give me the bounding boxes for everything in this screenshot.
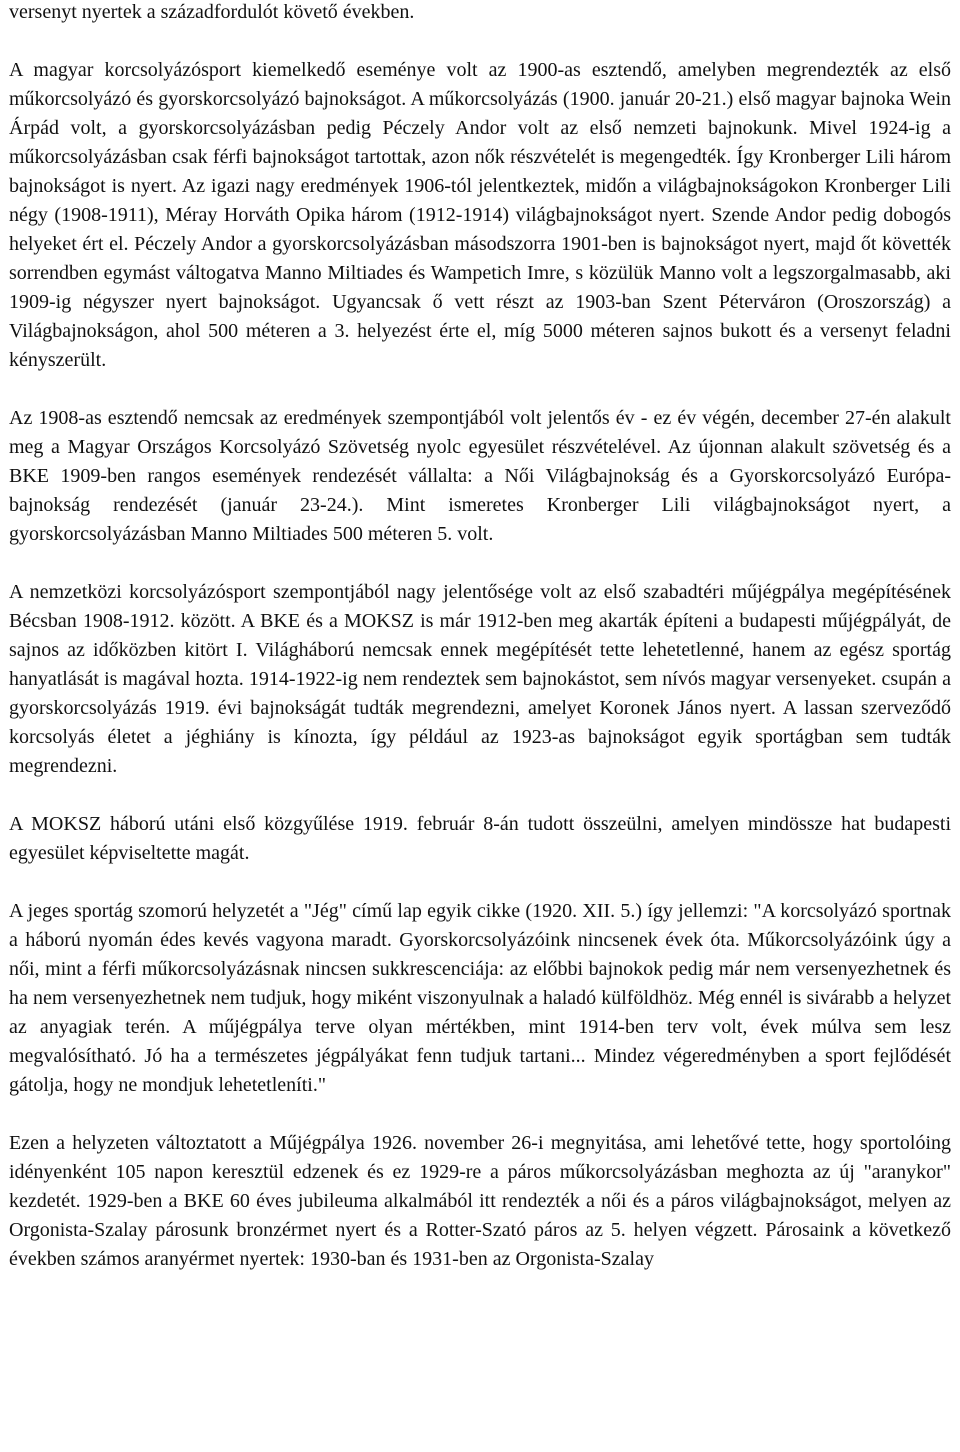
paragraph-artificial-rink: A nemzetközi korcsolyázósport szempontjából nagy jelentősége volt az első szabadtéri műjégpálya megépítésének Bécsban 1908-1912. között. A BKE és a MOKSZ is már 1912-ben meg akarták építeni a budapesti műjégpályát, de sajnos az időközben kitört I. Világháború nemcsak ennek megépítését tette lehetetlenné, hanem az egész sportág hanyatlását is magával hozta. 1914-1922-ig nem rendeztek sem bajnokástot, sem nívós magyar versenyeket. csupán a gyorskorcsolyázás 1919. évi bajnokságát tudták megrendezni, amelyet Koronek János nyert. A lassan szerveződő korcsolyás életet a jéghiány is kínozta, így például az 1923-as bajnokságot egyik sportágban sem tudták megrendezni.: [9, 581, 951, 777]
paragraph-jeg-article-quote: A jeges sportág szomorú helyzetét a "Jég" című lap egyik cikke (1920. XII. 5.) így jellemzi: "A korcsolyázó sportnak a háború nyomán édes kevés vagyona maradt. Gyorskorcsolyázóink nincsenek évek óta. Műkorcsolyázóink úgy a női, mint a férfi műkorcsolyázásnak nincsen sukkrescenciája: az előbbi bajnokok pedig már nem versenyezhetnek és ha nem versenyezhetnek nem tudjuk, hogy miként viszonyulnak a haladó külföldhöz. Még ennél is sivárabb a helyzet az anyagiak terén. A műjégpálya terve olyan mértékben, mint 1914-ben terv volt, évek múlva sem lesz megvalósítható. Jó ha a természetes jégpályákat fenn tudjuk tartani... Mindez végeredményben a sport fejlődését gátolja, hogy ne mondjuk lehetetleníti.": [9, 900, 951, 1096]
paragraph-1926-rink-opening: Ezen a helyzeten változtatott a Műjégpálya 1926. november 26-i megnyitása, ami lehetővé tette, hogy sportolóing idényenként 105 napon keresztül edzenek és ez 1929-re a páros műkorcsolyázásban meghozta az új "aranykor" kezdetét. 1929-ben a BKE 60 éves jubileuma alkalmából itt rendezték a női és a páros világbajnokságot, melyen az Orgonista-Szalay párosunk bronzérmet nyert és a Rotter-Szató páros az 5. helyen végzett. Párosaink a következő években számos aranyérmet nyertek: 1930-ban és 1931-ben az Orgonista-Szalay: [9, 1132, 951, 1270]
document-page: [9, 0, 951, 1274]
paragraph-moksz-assembly: A MOKSZ háború utáni első közgyűlése 1919. február 8-án tudott összeülni, amelyen mindössze hat budapesti egyesület képviseltette magát.: [9, 813, 951, 864]
paragraph-1908-federation: Az 1908-as esztendő nemcsak az eredmények szempontjából volt jelentős év - ez év végén, december 27-én alakult meg a Magyar Országos Korcsolyázó Szövetség nyolc egyesület részvételével. Az újonnan alakult szövetség és a BKE 1909-ben rangos események rendezését vállalta: a Női Világbajnokság és a Gyorskorcsolyázó Európa-bajnokság rendezését (január 23-24.). Mint ismeretes Kronberger Lili világbajnokságot nyert, a gyorskorcsolyázásban Manno Miltiades 500 méteren 5. volt.: [9, 407, 951, 545]
paragraph-first-championships: A magyar korcsolyázósport kiemelkedő eseménye volt az 1900-as esztendő, amelyben megrendezték az első műkorcsolyázó és gyorskorcsolyázó bajnokságot. A műkorcsolyázás (1900. január 20-21.) első magyar bajnoka Wein Árpád volt, a gyorskorcsolyázásban pedig Péczely Andor volt az első nemzeti bajnokunk. Mivel 1924-ig a műkorcsolyázásban csak férfi bajnokságot tartottak, azon nők részvételét is megengedték. Így Kronberger Lili három bajnokságot is nyert. Az igazi nagy eredmények 1906-tól jelentkeztek, midőn a világbajnokságokon Kronberger Lili négy (1908-1911), Méray Horváth Opika három (1912-1914) világbajnokságot nyert. Szende Andor pedig dobogós helyeket ért el. Péczely Andor a gyorskorcsolyázásban másodszorra 1901-ben is bajnokságot nyert, majd őt követték sorrendben egymást váltogatva Manno Miltiades és Wampetich Imre, s közülük Manno volt a legszorgalmasabb, aki 1909-ig négyszer nyert bajnokságot. Ugyancsak ő vett részt az 1903-ban Szent Péterváron (Oroszország) a Világbajnokságon, ahol 500 méteren a 3. helyezést érte el, míg 5000 méteren sajnos bukott és a versenyt feladni kényszerült.: [9, 59, 951, 371]
paragraph-continuation: versenyt nyertek a századfordulót követő években.: [9, 1, 415, 23]
